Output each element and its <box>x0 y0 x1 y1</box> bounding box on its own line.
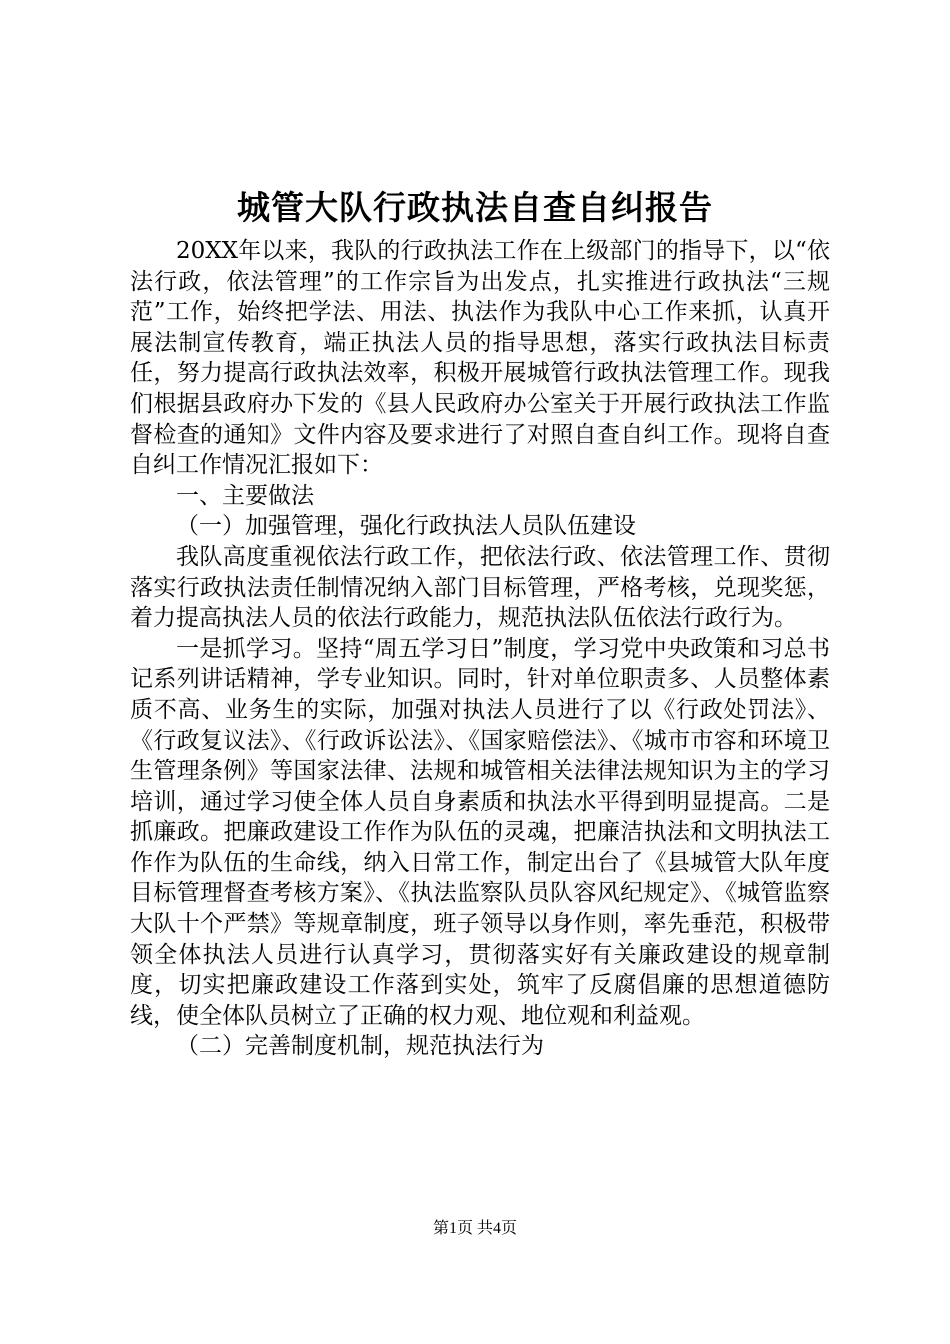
document-body <box>130 236 830 1062</box>
page-footer: 第1页 共4页 <box>432 1220 517 1237</box>
paragraph-management: 我队高度重视依法行政工作，把依法行政、依法管理工作、贯彻落实行政执法责任制情况纳入部门目标管理，严格考核，兑现奖惩，着力提高执法人员的依法行政能力，规范执法队伍依法行政行为。 <box>130 543 830 632</box>
subsection-heading-1: （一）加强管理，强化行政执法人员队伍建设 <box>176 513 636 540</box>
subsection-heading-2: （二）完善制度机制，规范执法行为 <box>176 1033 544 1060</box>
paragraph-intro: 20XX年以来，我队的行政执法工作在上级部门的指导下，以“依法行政，依法管理”的工作宗旨为出发点，扎实推进行政执法“三规范”工作，始终把学法、用法、执法作为我队中心工作来抓，认真开展法制宣传教育，端正执法人员的指导思想，落实行政执法目标责任，努力提高行政执法效率，积极开展城管行政执法管理工作。现我们根据县政府办下发的《县人民政府办公室关于开展行政执法工作监督检查的通知》文件内容及要求进行了对照自查自纠工作。现将自查自纠工作情况汇报如下： <box>130 238 830 479</box>
document-title: 城管大队行政执法自查自纠报告 <box>237 188 713 227</box>
section-heading-main-practices: 一、主要做法 <box>176 482 314 509</box>
paragraph-study-and-integrity: 一是抓学习。坚持“周五学习日”制度，学习党中央政策和习总书记系列讲话精神，学专业知识。同时，针对单位职责多、人员整体素质不高、业务生的实际，加强对执法人员进行了以《行政处罚法》、《行政复议法》、《行政诉讼法》、《国家赔偿法》、《城市市容和环境卫生管理条例》等国家法律、法规和城管相关法律法规知识为主的学习培训，通过学习使全体人员自身素质和执法水平得到明显提高。二是抓廉政。把廉政建设工作作为队伍的灵魂，把廉洁执法和文明执法工作作为队伍的生命线，纳入日常工作，制定出台了《县城管大队年度目标管理督查考核方案》、《执法监察队员队容风纪规定》、《城管监察大队十个严禁》等规章制度，班子领导以身作则，率先垂范，积极带领全体执法人员进行认真学习，贯彻落实好有关廉政建设的规章制度，切实把廉政建设工作落到实处，筑牢了反腐倡廉的思想道德防线，使全体队员树立了正确的权力观、地位观和利益观。 <box>130 635 830 1029</box>
